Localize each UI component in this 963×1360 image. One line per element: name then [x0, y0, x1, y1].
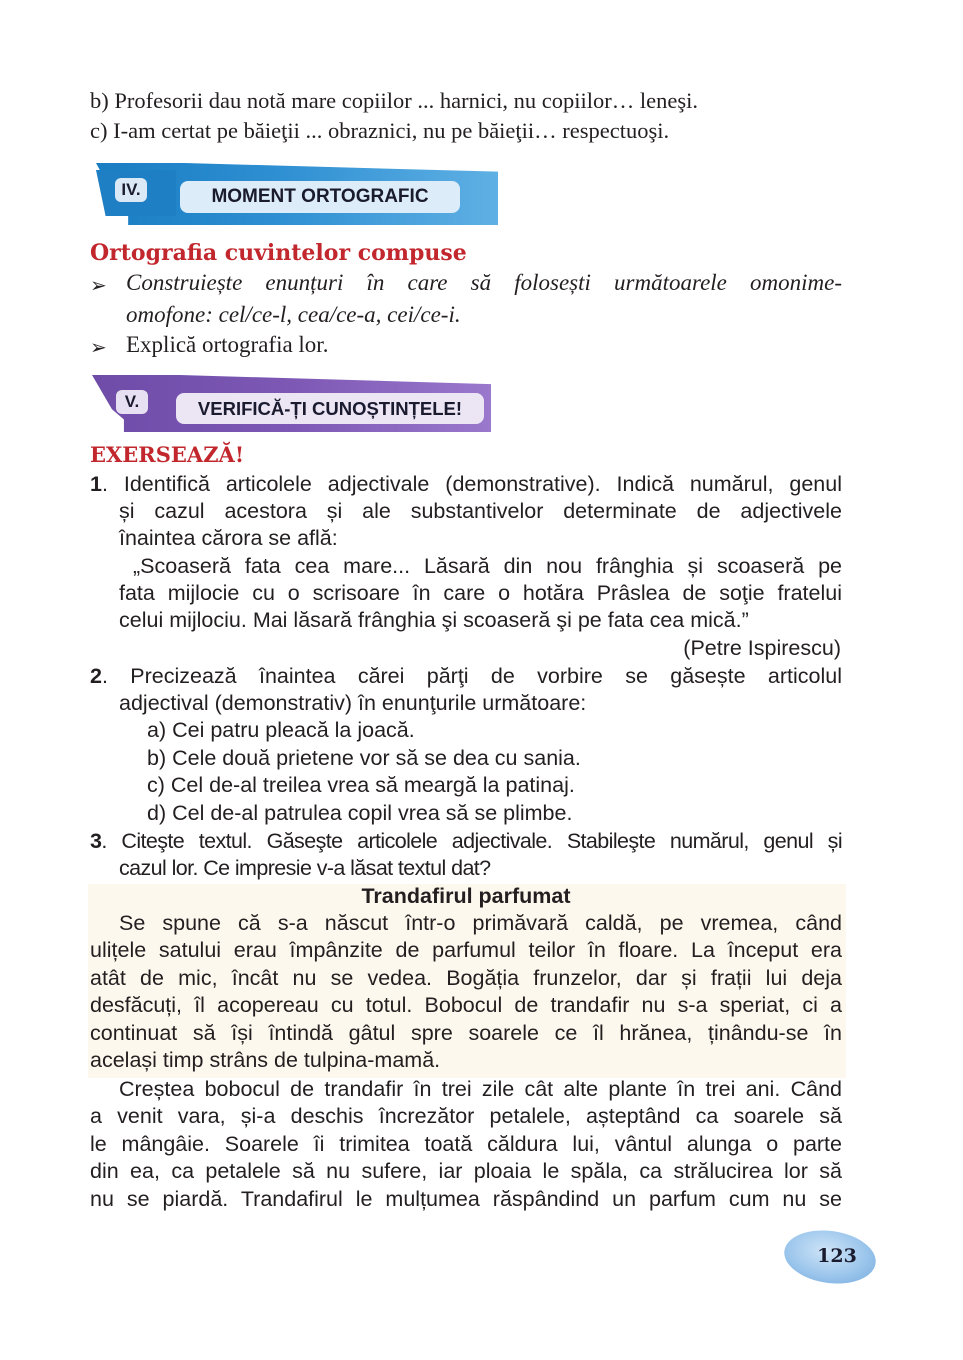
- story-title: Trandafirul parfumat: [361, 884, 571, 908]
- quote-line-1: „Scoaseră fata cea mare... Lăsară din nou frânghia și scoaseră pe: [133, 554, 842, 578]
- story-p2-line-5: nu se piardă. Trandafirul le mulțumea răspândind un parfum cum nu se: [90, 1187, 842, 1211]
- exercise-3-line-1: [90, 829, 842, 854]
- exercise-2-item-c: c) Cel de-al treilea vrea să meargă la patinaj.: [147, 773, 575, 797]
- story-p2-line-1: Creștea bobocul de trandafir în trei zile cât alte plante în trei ani. Când: [119, 1077, 842, 1101]
- exercise-text: . Precizează înaintea cărei părţi de vorbire se găsește articolul: [101, 664, 842, 688]
- page-number: 123: [817, 1245, 857, 1267]
- story-p1-line-2: ulițele satului erau împânzite de parfumul teilor în floare. La început era: [90, 938, 842, 962]
- exercise-number: 3: [90, 829, 102, 853]
- story-p2-line-3: le mângâie. Soarele îi trimitea toată căldura lui, vântul alunga o parte: [90, 1132, 842, 1156]
- bullet-arrow-icon: ➢: [90, 273, 107, 297]
- ortho-item-1-line-2: omofone: cel/ce-l, cea/ce-a, cei/ce-i.: [126, 302, 461, 327]
- story-p1-line-4: desfăcuți, îl acopereau cu totul. Bobocul de trandafir nu s-a speriat, ci a: [90, 993, 842, 1017]
- ortho-item-2: Explică ortografia lor.: [126, 332, 329, 357]
- quote-line-2: fata mijlocie cu o scrisoare în care o hotăra Prâslea de soţie fratelui: [119, 581, 842, 605]
- exercise-2-item-b: b) Cele două prietene vor să se dea cu sania.: [147, 746, 581, 770]
- bullet-arrow-icon: ➢: [90, 335, 107, 359]
- exercise-1-line-3: înaintea cărora se află:: [119, 526, 338, 550]
- ortho-item-1-line-1: Construiește enunțuri în care să folosești următoarele omonime-: [126, 270, 842, 295]
- exercise-text: . Citeşte textul. Găseşte articolele adjectivale. Stabileşte numărul, genul și: [101, 829, 842, 853]
- story-p2-line-4: din ea, ca petalele să nu sufere, iar ploaia le spăla, ca strălucirea lor să: [90, 1159, 842, 1183]
- exercise-2-item-d: d) Cel de-al patrulea copil vrea să se plimbe.: [147, 801, 573, 825]
- story-p1-line-1: Se spune că s-a născut într-o primăvară caldă, pe vremea, când: [119, 911, 842, 935]
- exercise-1-line-1: [90, 472, 842, 497]
- story-p1-line-5: continuat să își întindă gâtul spre soarele ce îl hrănea, ținându-se în: [90, 1021, 842, 1045]
- exercise-3-line-2: cazul lor. Ce impresie v-a lăsat textul dat?: [119, 856, 491, 880]
- exercise-line-b: b) Profesorii dau notă mare copiilor ... harnici, nu copiilor… leneşi.: [90, 88, 698, 113]
- section-title: MOMENT ORTOGRAFIC: [180, 181, 460, 213]
- exercise-line-c: c) I-am certat pe băieţii ... obraznici, nu pe băieţii… respectuoşi.: [90, 118, 670, 143]
- story-p2-line-2: a venit vara, și-a deschis încrezător petalele, așteptând ca soarele să: [90, 1104, 842, 1128]
- section-number: IV.: [115, 178, 147, 202]
- exercises-heading: EXERSEAZĂ!: [90, 442, 245, 467]
- section-number: V.: [116, 390, 148, 414]
- exercise-2-line-2: adjectival (demonstrativ) în enunţurile următoare:: [119, 691, 587, 715]
- section-title: VERIFICĂ-ȚI CUNOȘTINȚELE!: [176, 393, 484, 424]
- story-p1-line-3: atât de mic, încât nu se vedea. Bogăția frunzelor, dar și frații lui deja: [90, 966, 842, 990]
- story-p1-line-6: același timp strâns de tulpina-mamă.: [90, 1048, 441, 1072]
- exercise-2-line-1: [90, 664, 842, 689]
- ortho-heading: Ortografia cuvintelor compuse: [90, 240, 467, 266]
- quote-line-3: celui mijlociu. Mai lăsară frânghia şi scoaseră şi pe fata cea mică.”: [119, 608, 749, 632]
- exercise-number: 1: [90, 472, 102, 496]
- exercise-1-line-2: și cazul acestora și ale substantivelor determinate de adjectivele: [119, 499, 842, 523]
- quote-source: (Petre Ispirescu): [683, 636, 841, 660]
- exercise-2-item-a: a) Cei patru pleacă la joacă.: [147, 718, 415, 742]
- exercise-number: 2: [90, 664, 102, 688]
- exercise-text: . Identifică articolele adjectivale (demonstrative). Indică numărul, genul: [101, 472, 842, 496]
